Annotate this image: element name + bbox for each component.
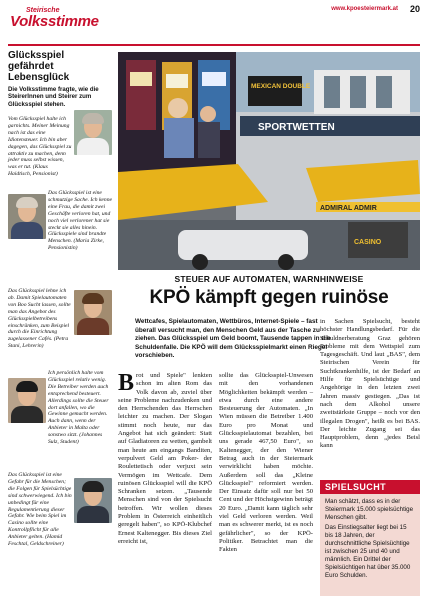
website-url[interactable]: www.kpoesteiermark.at xyxy=(331,6,398,12)
page-number: 20 xyxy=(409,4,420,14)
masthead-rule xyxy=(8,44,420,46)
drop-cap: B xyxy=(118,370,135,396)
photo-sign-text: SPORTWETTEN xyxy=(258,122,335,133)
logo-main-text: Volksstimme xyxy=(10,13,99,30)
photo-sign-text: MEXICAN DOUBLE xyxy=(251,83,311,90)
article-photo xyxy=(118,52,420,270)
infobox-body xyxy=(320,494,420,596)
infobox-title: SPIELSUCHT xyxy=(320,480,420,494)
column-1-text: rot und Spiele" lenkten schon im alten Rom das Volk davon ab, zuviel über seine Probleme nachzudenken und den Herrschenden das Herrschen leichter zu machen. Der Slogan stimmt noch heute, nur das Angebot hat sich geändert: Statt auf Gladiatoren zu wetten, gambelt man heute am eingangs Banditen, verpulvert Geld am Poker- der Roulettetisch oder verjuxt sein Vermögen im Wettcafe. Dem ruinösen Glücksspiel will die KPÖ Schranken setzen. „Tausende Menschen sind von der Spielsucht betroffen. Wir wollen dieses Problem in Österreich einheitlich geregelt haben", so KPÖ-Klubchef Ernest Kaltenegger. Bis dieses Ziel erreicht ist, xyxy=(118,372,212,545)
infobox-spielsucht xyxy=(320,480,420,596)
gambling-scene-illustration xyxy=(118,52,420,270)
sidebar-dek: Die Volksstimme fragte, wie die SteirerInnen und Steirer zum Glücksspiel stehen. xyxy=(8,86,99,108)
voice-2: Das Glücksspiel ist eine schmutzige Sache. Ich kenne eine Frau, die damit zwei Geschäfte verloren hat, und noch viel verlorener hat sie steckt sie alles hinein. Glücksspiele sind brandte Menschen. (Maria Zirke, Pensionistin) xyxy=(48,190,112,252)
sidebar-survey xyxy=(8,50,112,596)
article-kicker: STEUER AUF AUTOMATEN, WARNHINWEISE xyxy=(174,274,364,284)
voice-4: Ich persönlich halte vom Glücksspiel relativ wenig. Die Betreiber werden auch entsprechend besteuert. Allerdings sollte die Steuer dort anfallen, wo die Gewinne gemacht werden. Auch dann, wenn der Anbieter in Malta oder sonstwo sitzt. (Johannes Sulz, Student) xyxy=(48,370,109,446)
portrait-photo xyxy=(74,110,112,155)
photo-sign-text: CASINO xyxy=(354,239,382,246)
newspaper-logo[interactable] xyxy=(10,6,106,40)
portrait-photo xyxy=(74,290,112,335)
logo-top-text: Steirische xyxy=(26,7,60,14)
voice-3: Das Glücksspiel lehne ich ab. Damit Spielautomaten von Boo Sucht lassen, sollte man das Angebot des Glücksspielbetreibens einschränken, zum Beispiel durch die Einrichtung zugelassener Cafés. (Petra Stani, Lehrerin) xyxy=(8,288,71,350)
infobox-paragraph: Das Einstiegsalter liegt bei 15 bis 18 Jahren, der durchschnittliche Spielsüchtige ist zwischen 25 und 40 und männlich. Ein Drittel der Spielsüchtigen hat über 35.000 Euro Schulden. xyxy=(325,524,411,579)
infobox-paragraph: Man schätzt, dass es in der Steiermark 15.000 spielsüchtige Menschen gibt. xyxy=(325,498,414,521)
article-column-3 xyxy=(320,318,420,451)
column-2-text: sollte das Glücksspiel-Unwesen mit den vorhandenen Möglichkeiten bekämpft werden – etwa durch eine andere Besteuerung der Automaten. „In Wien müssen die Betreiber 1.400 Euro pro Monat und Glücksspielautomat bezahlen, bei uns gerade 467,50 Euro", so Kaltenegger, der den Wiener Betrag auch in der Steiermark verwirklicht haben möchte. Außerdem soll das „Kleine Glücksspiel" reformiert werden. Der Einsatz dafür soll nur bei 50 Cent und der Höchstgewinn beträgt 20 Euro. „Damit kann täglich sehr viel Geld verloren werden. Weil man es schwerer merkt, ist es noch gefährlicher", so der KPÖ-Politiker. Betrachtet man die Fakten xyxy=(219,372,313,554)
sidebar-title: Glücksspiel gefährdet Lebensglück xyxy=(8,50,70,83)
photo-sign-text: ADMIRAL ADMIR xyxy=(320,205,377,212)
article-column-1 xyxy=(118,372,212,546)
portrait-photo xyxy=(74,478,112,523)
column-3-text: in Sachen Spielsucht, besteht höchster Handlungsbedarf. Für die Schuldnerberatung Graz gehören Probleme mit dem Wettspiel zum Tagesgeschäft. Und laut „BAS", dem Steirischen Verein für Suchtkrankenhilfe, ist der Bedarf an Hilfe für Spielsüchtige und Angehörige in den letzten zwei Jahren massiv gestiegen. „Das ist nach dem Alkohol unsere zweitstärkste Gruppe – noch vor den illegalen Drogen", heißt es bei BAS. Der leichte Zugang sei das Hauptproblem, denn „jedes Beisl kann xyxy=(320,318,420,450)
voice-5: Das Glücksspiel ist eine Gefahr für die Menschen; die Folgen für Spielsüchtige sind schwerwiegend. Ich bin unbedingt für eine Regulamentierung dieser Gefahr. Wie beim Spiel im Casino sollte eine Kontrollpflicht für alle Anbieter gelten. (Hamid Feschtal, Geldschreiner) xyxy=(8,472,72,548)
article-headline: KPÖ kämpft gegen ruinöse xyxy=(149,287,389,308)
portrait-photo xyxy=(8,194,46,239)
article-lead: Wettcafes, Spielautomaten, Wettbüros, Internet-Spiele – fast überall versucht man, den Menschen Geld aus der Tasche zu ziehen. Das Glücksspiel um Geld boomt, Tausende tappen in die Schuldenfalle. Die KPÖ will dem Glücksspielmarkt einen Riegel vorschieben. xyxy=(135,318,331,360)
article-column-2 xyxy=(219,372,313,555)
voice-1: Vom Glücksspiel halte ich garnichts. Meiner Meinung nach ist das eine Idiotensteuer. Ich bin aber dagegen, das Glücksspiel zu attraktiv zu machen, denn jeder muss selbst wissen, was er tut. (Klaus Haidtisch, Pensionist) xyxy=(8,116,72,178)
masthead xyxy=(8,4,420,44)
portrait-photo xyxy=(8,378,46,423)
